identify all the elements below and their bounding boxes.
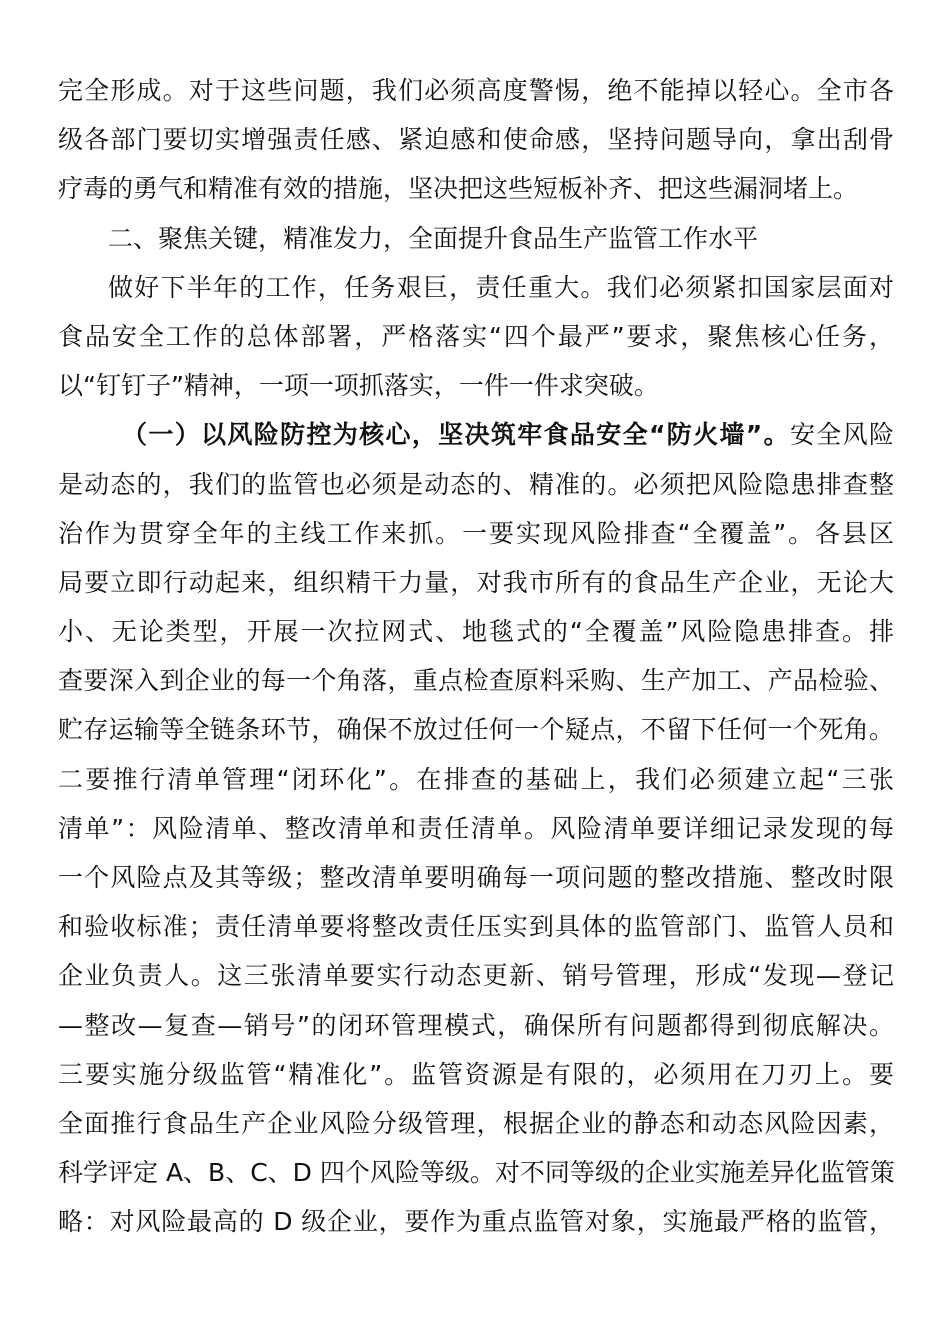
subsection-heading: （一）以风险防控为核心，坚决筑牢食品安全“防火墙”。	[122, 420, 790, 450]
text-line: 做好下半年的工作，任务艰巨，责任重大。我们必须紧扣国家层面对	[108, 272, 894, 302]
text-line: 清单”：风险清单、整改清单和责任清单。风险清单要详细记录发现的每	[58, 813, 894, 843]
text-line: 三要实施分级监管“精准化”。监管资源是有限的，必须用在刀刃上。要	[58, 1059, 894, 1089]
text-line: 是动态的，我们的监管也必须是动态的、精准的。必须把风险隐患排查整	[58, 469, 894, 499]
section-heading: 二、聚焦关键，精准发力，全面提升食品生产监管工作水平	[108, 223, 759, 253]
document-body	[58, 66, 894, 1247]
text-line: 全面推行食品生产企业风险分级管理，根据企业的静态和动态风险因素，	[58, 1108, 894, 1138]
text-line: 一个风险点及其等级；整改清单要明确每一项问题的整改措施、整改时限	[58, 863, 894, 892]
text-line: 二要推行清单管理“闭环化”。在排查的基础上，我们必须建立起“三张	[58, 764, 894, 794]
subsection-first-line	[58, 410, 894, 459]
text-line: 局要立即行动起来，组织精干力量，对我市所有的食品生产企业，无论大	[58, 567, 894, 597]
text-line: 食品安全工作的总体部署，严格落实“四个最严”要求，聚焦核心任务，	[58, 321, 894, 351]
text-line: 和验收标准；责任清单要将整改责任压实到具体的监管部门、监管人员和	[58, 912, 894, 942]
text-line: 疗毒的勇气和精准有效的措施，坚决把这些短板补齐、把这些漏洞堵上。	[58, 174, 859, 204]
text-line: 略：对风险最高的 D 级企业，要作为重点监管对象，实施最严格的监管，	[58, 1207, 894, 1237]
text-run: 安全风险	[789, 420, 894, 450]
text-line: 完全形成。对于这些问题，我们必须高度警惕，绝不能掉以轻心。全市各	[58, 76, 894, 105]
text-line: 小、无论类型，开展一次拉网式、地毯式的“全覆盖”风险隐患排查。排	[58, 617, 894, 647]
text-line: 级各部门要切实增强责任感、紧迫感和使命感，坚持问题导向，拿出刮骨	[58, 125, 894, 155]
text-line: 查要深入到企业的每一个角落，重点检查原料采购、生产加工、产品检验、	[58, 666, 894, 696]
text-line: 科学评定 A、B、C、D 四个风险等级。对不同等级的企业实施差异化监管策	[58, 1158, 895, 1188]
text-line: —整改—复查—销号”的闭环管理模式，确保所有问题都得到彻底解决。	[58, 1010, 894, 1040]
text-line: 企业负责人。这三张清单要实行动态更新、销号管理，形成“发现—登记	[58, 961, 894, 991]
text-line: 以“钉钉子”精神，一项一项抓落实，一件一件求突破。	[58, 371, 659, 401]
text-line: 治作为贯穿全年的主线工作来抓。一要实现风险排查“全覆盖”。各县区	[58, 518, 894, 548]
text-line: 贮存运输等全链条环节，确保不放过任何一个疑点，不留下任何一个死角。	[58, 715, 894, 745]
